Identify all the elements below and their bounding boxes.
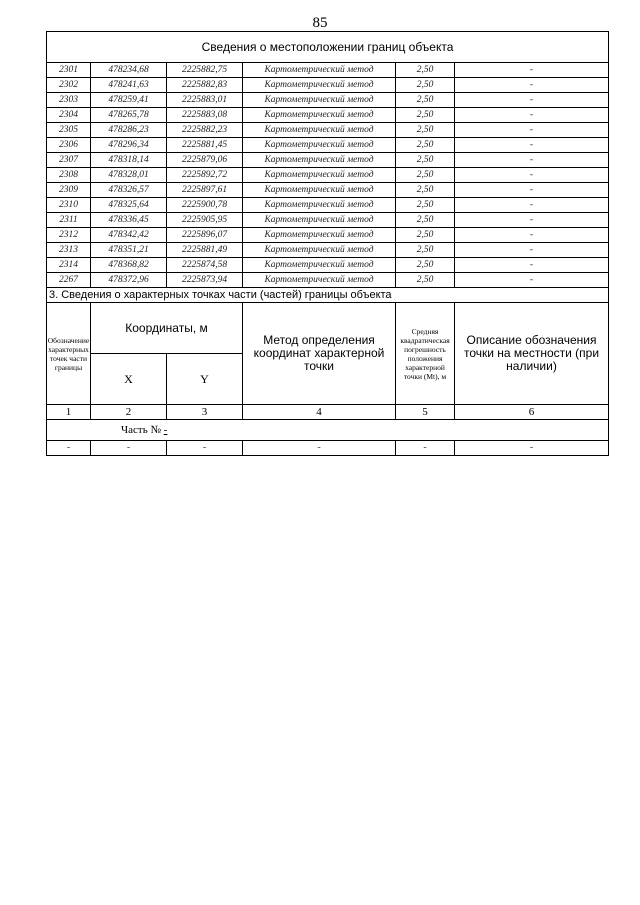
column-number: 1	[47, 405, 91, 420]
description-cell: -	[455, 213, 609, 228]
point-number-cell: 2311	[47, 213, 91, 228]
description-cell: -	[455, 168, 609, 183]
x-coordinate-cell: 478328,01	[91, 168, 167, 183]
header-coordinates: Координаты, м	[91, 303, 243, 354]
empty-cell: -	[243, 441, 396, 456]
description-cell: -	[455, 228, 609, 243]
part-number: -	[163, 424, 168, 436]
point-number-cell: 2310	[47, 198, 91, 213]
x-coordinate-cell: 478234,68	[91, 63, 167, 78]
part-row	[47, 420, 609, 441]
table-row	[47, 153, 609, 168]
mt-cell: 2,50	[396, 228, 455, 243]
x-coordinate-cell: 478342,42	[91, 228, 167, 243]
empty-cell: -	[455, 441, 609, 456]
mt-cell: 2,50	[396, 243, 455, 258]
table-row	[47, 123, 609, 138]
point-number-cell: 2301	[47, 63, 91, 78]
section-3-title: 3. Сведения о характерных точках части (частей) границы объекта	[47, 288, 609, 303]
mt-cell: 2,50	[396, 93, 455, 108]
mt-cell: 2,50	[396, 213, 455, 228]
point-number-cell: 2305	[47, 123, 91, 138]
method-cell: Картометрический метод	[243, 138, 396, 153]
x-coordinate-cell: 478286,23	[91, 123, 167, 138]
y-coordinate-cell: 2225873,94	[167, 273, 243, 288]
header-mt: Средняя квадратическая погрешность положения характерной точки (Mt), м	[396, 303, 455, 405]
table-row	[47, 198, 609, 213]
empty-cell: -	[167, 441, 243, 456]
mt-cell: 2,50	[396, 153, 455, 168]
mt-cell: 2,50	[396, 273, 455, 288]
point-number-cell: 2313	[47, 243, 91, 258]
boundary-table	[46, 31, 609, 456]
mt-cell: 2,50	[396, 123, 455, 138]
y-coordinate-cell: 2225892,72	[167, 168, 243, 183]
table-title: Сведения о местоположении границ объекта	[47, 32, 609, 63]
table-row	[47, 273, 609, 288]
method-cell: Картометрический метод	[243, 108, 396, 123]
empty-part-row	[47, 441, 609, 456]
x-coordinate-cell: 478336,45	[91, 213, 167, 228]
y-coordinate-cell: 2225874,58	[167, 258, 243, 273]
y-coordinate-cell: 2225883,01	[167, 93, 243, 108]
point-number-cell: 2312	[47, 228, 91, 243]
description-cell: -	[455, 63, 609, 78]
method-cell: Картометрический метод	[243, 228, 396, 243]
description-cell: -	[455, 243, 609, 258]
y-coordinate-cell: 2225882,83	[167, 78, 243, 93]
column-number: 6	[455, 405, 609, 420]
description-cell: -	[455, 78, 609, 93]
coordinates-rows	[47, 63, 609, 288]
column-number: 5	[396, 405, 455, 420]
y-coordinate-cell: 2225900,78	[167, 198, 243, 213]
method-cell: Картометрический метод	[243, 198, 396, 213]
table-row	[47, 138, 609, 153]
point-number-cell: 2304	[47, 108, 91, 123]
description-cell: -	[455, 153, 609, 168]
y-coordinate-cell: 2225879,06	[167, 153, 243, 168]
method-cell: Картометрический метод	[243, 258, 396, 273]
x-coordinate-cell: 478259,41	[91, 93, 167, 108]
header-description: Описание обозначения точки на местности (при наличии)	[455, 303, 609, 405]
description-cell: -	[455, 183, 609, 198]
point-number-cell: 2303	[47, 93, 91, 108]
table-row	[47, 213, 609, 228]
method-cell: Картометрический метод	[243, 123, 396, 138]
part-label: Часть №	[121, 424, 161, 436]
point-number-cell: 2267	[47, 273, 91, 288]
point-number-cell: 2308	[47, 168, 91, 183]
point-number-cell: 2306	[47, 138, 91, 153]
column-number: 3	[167, 405, 243, 420]
x-coordinate-cell: 478265,78	[91, 108, 167, 123]
mt-cell: 2,50	[396, 183, 455, 198]
y-coordinate-cell: 2225881,45	[167, 138, 243, 153]
table-row	[47, 168, 609, 183]
mt-cell: 2,50	[396, 63, 455, 78]
x-coordinate-cell: 478318,14	[91, 153, 167, 168]
table-row	[47, 183, 609, 198]
description-cell: -	[455, 108, 609, 123]
x-coordinate-cell: 478372,96	[91, 273, 167, 288]
mt-cell: 2,50	[396, 78, 455, 93]
description-cell: -	[455, 273, 609, 288]
column-number: 4	[243, 405, 396, 420]
mt-cell: 2,50	[396, 258, 455, 273]
description-cell: -	[455, 258, 609, 273]
empty-cell: -	[396, 441, 455, 456]
page-number: 85	[312, 15, 328, 31]
description-cell: -	[455, 93, 609, 108]
column-numbers-row	[47, 405, 609, 420]
empty-cell: -	[91, 441, 167, 456]
method-cell: Картометрический метод	[243, 63, 396, 78]
y-coordinate-cell: 2225882,75	[167, 63, 243, 78]
x-coordinate-cell: 478241,63	[91, 78, 167, 93]
table-row	[47, 228, 609, 243]
y-coordinate-cell: 2225896,07	[167, 228, 243, 243]
y-coordinate-cell: 2225897,61	[167, 183, 243, 198]
point-number-cell: 2307	[47, 153, 91, 168]
x-coordinate-cell: 478368,82	[91, 258, 167, 273]
table-row	[47, 243, 609, 258]
table-row	[47, 78, 609, 93]
header-point-name: Обозначение характерных точек части границы	[47, 303, 91, 405]
column-number: 2	[91, 405, 167, 420]
x-coordinate-cell: 478351,21	[91, 243, 167, 258]
table-row	[47, 63, 609, 78]
point-number-cell: 2314	[47, 258, 91, 273]
table-row	[47, 93, 609, 108]
table-row	[47, 108, 609, 123]
method-cell: Картометрический метод	[243, 213, 396, 228]
header-y: Y	[167, 354, 243, 405]
y-coordinate-cell: 2225882,23	[167, 123, 243, 138]
method-cell: Картометрический метод	[243, 183, 396, 198]
mt-cell: 2,50	[396, 198, 455, 213]
method-cell: Картометрический метод	[243, 273, 396, 288]
description-cell: -	[455, 138, 609, 153]
point-number-cell: 2309	[47, 183, 91, 198]
header-method: Метод определения координат характерной точки	[243, 303, 396, 405]
y-coordinate-cell: 2225883,08	[167, 108, 243, 123]
method-cell: Картометрический метод	[243, 78, 396, 93]
method-cell: Картометрический метод	[243, 168, 396, 183]
x-coordinate-cell: 478326,57	[91, 183, 167, 198]
point-number-cell: 2302	[47, 78, 91, 93]
mt-cell: 2,50	[396, 168, 455, 183]
empty-cell: -	[47, 441, 91, 456]
mt-cell: 2,50	[396, 108, 455, 123]
method-cell: Картометрический метод	[243, 93, 396, 108]
table-row	[47, 258, 609, 273]
x-coordinate-cell: 478325,64	[91, 198, 167, 213]
method-cell: Картометрический метод	[243, 153, 396, 168]
header-x: X	[91, 354, 167, 405]
method-cell: Картометрический метод	[243, 243, 396, 258]
mt-cell: 2,50	[396, 138, 455, 153]
description-cell: -	[455, 198, 609, 213]
x-coordinate-cell: 478296,34	[91, 138, 167, 153]
description-cell: -	[455, 123, 609, 138]
y-coordinate-cell: 2225881,49	[167, 243, 243, 258]
y-coordinate-cell: 2225905,95	[167, 213, 243, 228]
